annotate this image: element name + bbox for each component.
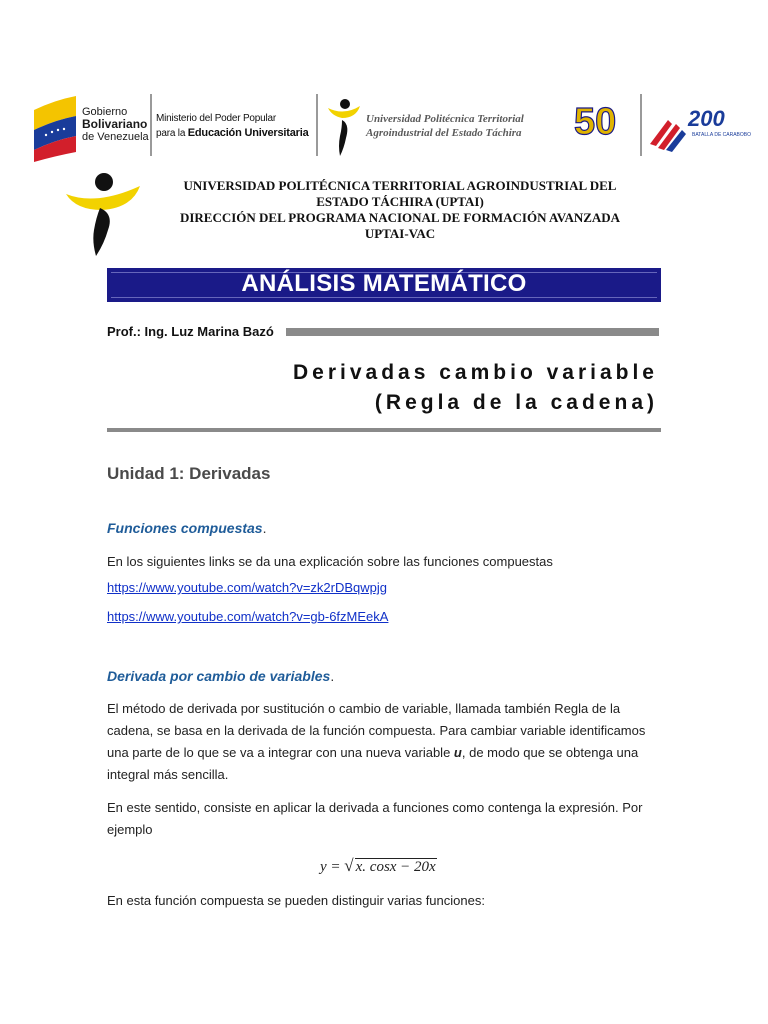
institution-header <box>150 178 650 242</box>
gov-line2: Bolivariano <box>82 117 148 131</box>
video-link-1[interactable]: https://www.youtube.com/watch?v=zk2rDBqwpjg <box>107 580 387 595</box>
square-root <box>344 856 436 876</box>
section2-paragraph2: En este sentido, consiste en aplicar la derivada a funciones como contenga la expresión. Por ejemplo <box>107 800 643 837</box>
anniversary-50-logo <box>570 90 632 162</box>
section2-paragraph1 <box>107 698 663 786</box>
formula-radicand: x. cosx − 20x <box>355 859 436 875</box>
university-line2: Agroindustrial del Estado Táchira <box>366 127 522 139</box>
ministry-line2-bold: Educación Universitaria <box>187 127 309 139</box>
venezuela-flag-icon <box>30 90 80 162</box>
institution-line3: DIRECCIÓN DEL PROGRAMA NACIONAL DE FORMACIÓN AVANZADA <box>179 210 621 225</box>
radical-sign-icon: √ <box>344 856 354 875</box>
subtitle-rule <box>107 428 661 432</box>
example-formula <box>320 856 437 876</box>
para1-part-b: , de modo que se obtenga una integral más sencilla. <box>107 745 639 782</box>
university-logo-text <box>366 112 524 140</box>
bicentenary-number: 200 <box>688 106 725 131</box>
institution-line4: UPTAI-VAC <box>364 226 436 241</box>
uptai-emblem-icon <box>324 90 364 160</box>
university-line1: Universidad Politécnica Territorial <box>366 113 524 125</box>
ministry-line2-prefix: para la <box>156 128 188 139</box>
subtitle-line2: (Regla de la cadena) <box>374 391 658 414</box>
anniversary-number: 50 <box>574 101 617 143</box>
variable-u: u <box>453 745 462 760</box>
professor-name: Prof.: Ing. Luz Marina Bazó <box>107 324 274 339</box>
bicentenary-caption: BATALLA DE CARABOBO <box>692 132 752 138</box>
para1-part-a: El método de derivada por sustitución o cambio de variable, llamada también Regla de la cadena, se basa en la derivada de la función compuesta. Para cambiar variable identificamos una parte de lo que se va a integrar con una nueva variable <box>107 701 646 760</box>
logo-divider <box>316 94 318 156</box>
section-heading-cambio-variables: Derivada por cambio de variables. <box>107 668 335 684</box>
institution-line1: UNIVERSIDAD POLITÉCNICA TERRITORIAL AGROINDUSTRIAL DEL <box>183 178 617 193</box>
ministry-line1: Ministerio del Poder Popular <box>156 113 277 124</box>
title-banner <box>107 268 661 302</box>
logo-banner <box>30 90 752 162</box>
ministry-logo <box>156 112 309 141</box>
section2-heading-text: Derivada por cambio de variables <box>107 668 331 684</box>
logo-divider <box>640 94 642 156</box>
institution-line2: ESTADO TÁCHIRA (UPTAI) <box>316 194 484 209</box>
section1-heading-text: Funciones compuestas <box>107 520 263 536</box>
uptai-large-logo <box>62 166 142 258</box>
unit-heading: Unidad 1: Derivadas <box>107 464 271 483</box>
gobierno-bolivariano-logo <box>30 90 150 162</box>
section1-intro: En los siguientes links se da una explicación sobre las funciones compuestas <box>107 554 553 569</box>
logo-divider <box>150 94 152 156</box>
video-link-2[interactable]: https://www.youtube.com/watch?v=gb-6fzMEekA <box>107 609 389 624</box>
uptai-emblem-icon <box>62 166 142 258</box>
section2-paragraph3: En esta función compuesta se pueden distinguir varias funciones: <box>107 893 485 908</box>
gov-line1: Gobierno <box>82 106 128 118</box>
bicentenary-logo <box>646 90 752 162</box>
uptai-small-logo <box>324 90 364 162</box>
section-heading-funciones-compuestas: Funciones compuestas. <box>107 520 267 536</box>
gov-line3: de Venezuela <box>82 131 149 143</box>
page-title: ANÁLISIS MATEMÁTICO <box>241 270 527 297</box>
professor-rule <box>286 328 659 336</box>
formula-lhs: y = <box>320 859 345 875</box>
subtitle-line1: Derivadas cambio variable <box>293 361 658 384</box>
document-subtitle <box>293 358 658 418</box>
